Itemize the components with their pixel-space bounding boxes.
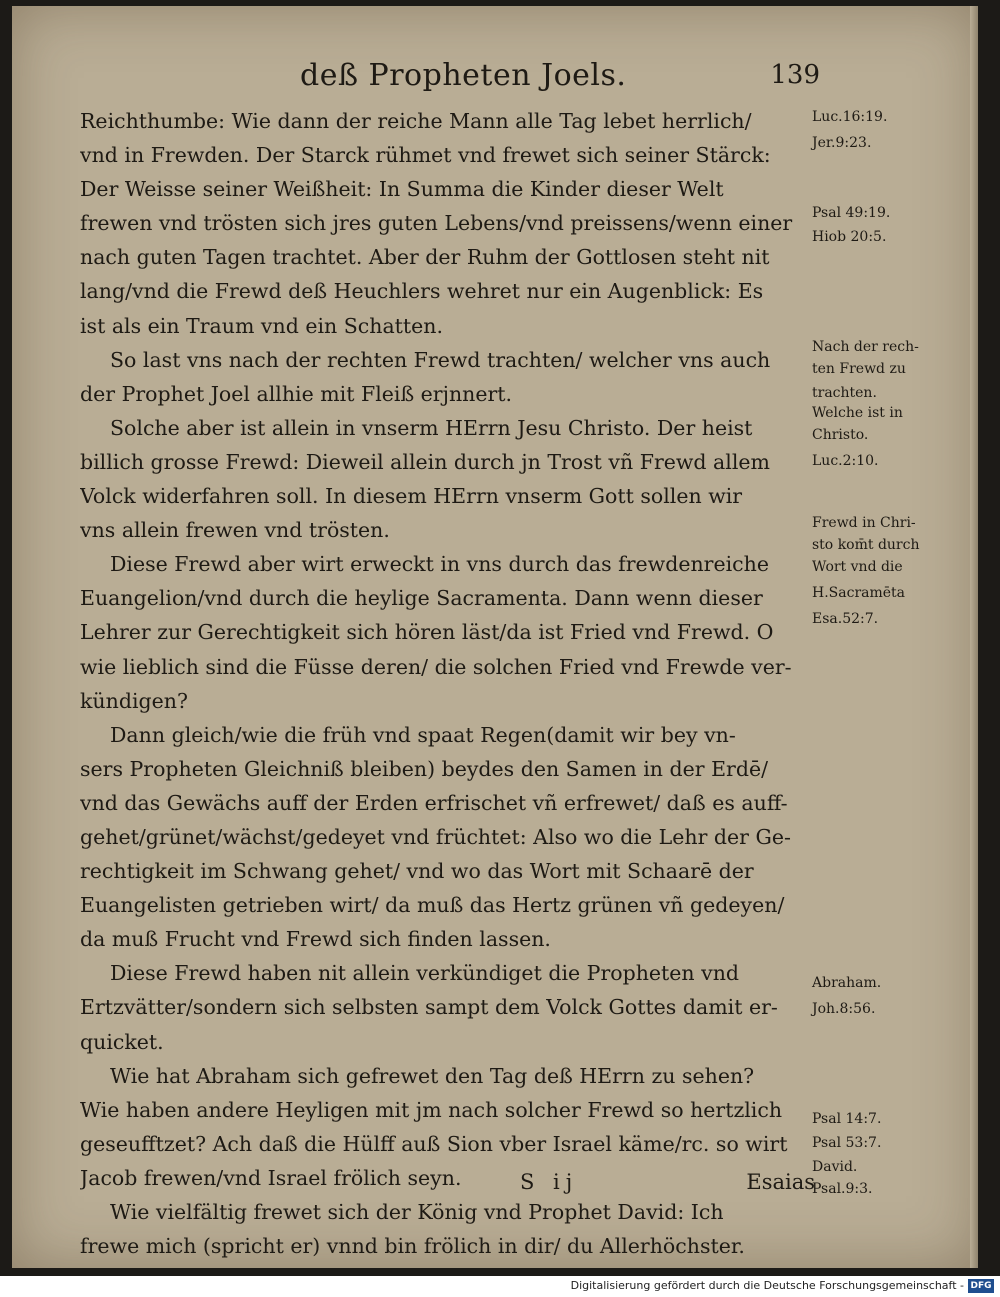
margin-note: Esa.52:7. <box>812 611 879 627</box>
margin-note: ten Frewd zu <box>812 361 906 377</box>
margin-note: sto kom̄t durch <box>812 537 920 553</box>
text-line: ist als ein Traum vnd ein Schatten. <box>80 313 444 338</box>
text-line: geseufftzet? Ach daß die Hülff auß Sion vber Israel käme/rc. so wirt <box>80 1131 788 1156</box>
text-line: vnd in Frewden. Der Starck rühmet vnd frewet sich seiner Stärck: <box>80 143 771 168</box>
text-line: So last vns nach der rechten Frewd trachten/ welcher vns auch <box>110 347 771 372</box>
text-line: Wie haben andere Heyligen mit jm nach solcher Frewd so hertzlich <box>80 1097 783 1122</box>
text-line: vnd das Gewächs auff der Erden erfrischet vñ erfrewet/ daß es auff- <box>80 790 788 815</box>
text-line: Wie vielfältig frewet sich der König vnd Prophet David: Ich <box>110 1200 724 1224</box>
text-line: quicket. <box>80 1029 164 1054</box>
text-line: Euangelisten getrieben wirt/ da muß das Hertz grünen vñ gedeyen/ <box>80 893 785 918</box>
margin-note: Psal 53:7. <box>812 1135 882 1151</box>
text-line: Dann gleich/wie die früh vnd spaat Regen(damit wir bey vn- <box>110 722 736 747</box>
running-title: deß Propheten Joels. <box>300 58 627 93</box>
margin-note: Nach der rech- <box>812 339 919 355</box>
catchword: Esaias <box>746 1170 815 1194</box>
margin-note: Abraham. <box>812 975 882 991</box>
text-line: Reichthumbe: Wie dann der reiche Mann alle Tag lebet herrlich/ <box>80 109 752 133</box>
margin-note: Luc.16:19. <box>812 109 888 125</box>
text-line: lang/vnd die Frewd deß Heuchlers wehret nur ein Augenblick: Es <box>80 279 764 304</box>
text-line: gehet/grünet/wächst/gedeyet vnd früchtet: Also wo die Lehr der Ge- <box>80 824 791 849</box>
text-line: billich grosse Frewd: Dieweil allein durch jn Trost vñ Frewd allem <box>80 449 770 474</box>
dfg-logo-icon: DFG <box>968 1279 994 1293</box>
text-line: Solche aber ist allein in vnserm HErrn Jesu Christo. Der heist <box>110 415 753 440</box>
text-line: Der Weisse seiner Weißheit: In Summa die Kinder dieser Welt <box>80 177 724 202</box>
text-line: Ertzvätter/sondern sich selbsten sampt dem Volck Gottes damit er- <box>80 995 778 1020</box>
text-line: Volck widerfahren soll. In diesem HErrn vnserm Gott sollen wir <box>80 484 743 509</box>
margin-note: David. <box>812 1159 858 1175</box>
text-line: Euangelion/vnd durch die heylige Sacramenta. Dann wenn dieser <box>80 586 763 611</box>
margin-note: Joh.8:56. <box>812 1001 876 1017</box>
text-line: sers Propheten Gleichniß bleiben) beydes den Samen in der Erdē/ <box>80 756 769 781</box>
margin-note: Psal 49:19. <box>812 205 891 221</box>
margin-note: Wort vnd die <box>812 559 903 575</box>
page-footer-line <box>80 1168 815 1204</box>
text-line: frewe mich (spricht er) vnnd bin frölich in dir/ du Allerhöchster. <box>80 1234 745 1259</box>
text-line: vns allein frewen vnd trösten. <box>80 518 390 543</box>
margin-note: Frewd in Chri- <box>812 515 916 531</box>
margin-note: Christo. <box>812 427 869 443</box>
text-line: da muß Frucht vnd Frewd sich finden lassen. <box>80 927 551 952</box>
text-line: Diese Frewd aber wirt erweckt in vns durch das frewdenreiche <box>110 552 769 577</box>
text-line: der Prophet Joel allhie mit Fleiß erjnnert. <box>80 381 513 406</box>
funding-credit: Digitalisierung gefördert durch die Deutsche Forschungsgemeinschaft - <box>570 1279 964 1292</box>
text-line: Diese Frewd haben nit allein verkündiget die Propheten vnd <box>110 961 740 986</box>
text-line: frewen vnd trösten sich jres guten Lebens/vnd preissens/wenn einer <box>80 211 793 236</box>
margin-note: Jer.9:23. <box>812 135 872 151</box>
margin-note: Hiob 20:5. <box>812 229 887 245</box>
text-line: wie lieblich sind die Füsse deren/ die solchen Fried vnd Frewde ver- <box>80 654 792 679</box>
text-line: Wie hat Abraham sich gefrewet den Tag deß HErrn zu sehen? <box>110 1063 755 1088</box>
page-header <box>300 58 820 98</box>
margin-note: trachten. <box>812 385 877 401</box>
digitization-footer <box>0 1276 1000 1297</box>
body-text <box>80 104 815 1263</box>
margin-note: Luc.2:10. <box>812 453 879 469</box>
text-line: rechtigkeit im Schwang gehet/ vnd wo das Wort mit Schaarē der <box>80 859 754 884</box>
signature-mark: S ij <box>520 1170 579 1194</box>
page-edge <box>970 6 978 1268</box>
text-line: Jacob frewen/vnd Israel frölich seyn. <box>80 1165 462 1190</box>
text-line: kündigen? <box>80 688 188 713</box>
margin-note: H.Sacramēta <box>812 585 906 601</box>
text-line: Lehrer zur Gerechtigkeit sich hören läst/da ist Fried vnd Frewd. O <box>80 620 774 645</box>
page-number: 139 <box>770 60 820 90</box>
text-line: nach guten Tagen trachtet. Aber der Ruhm der Gottlosen steht nit <box>80 245 770 270</box>
margin-note: Psal.9:3. <box>812 1181 873 1197</box>
margin-note: Welche ist in <box>812 405 903 421</box>
margin-note: Psal 14:7. <box>812 1111 882 1127</box>
